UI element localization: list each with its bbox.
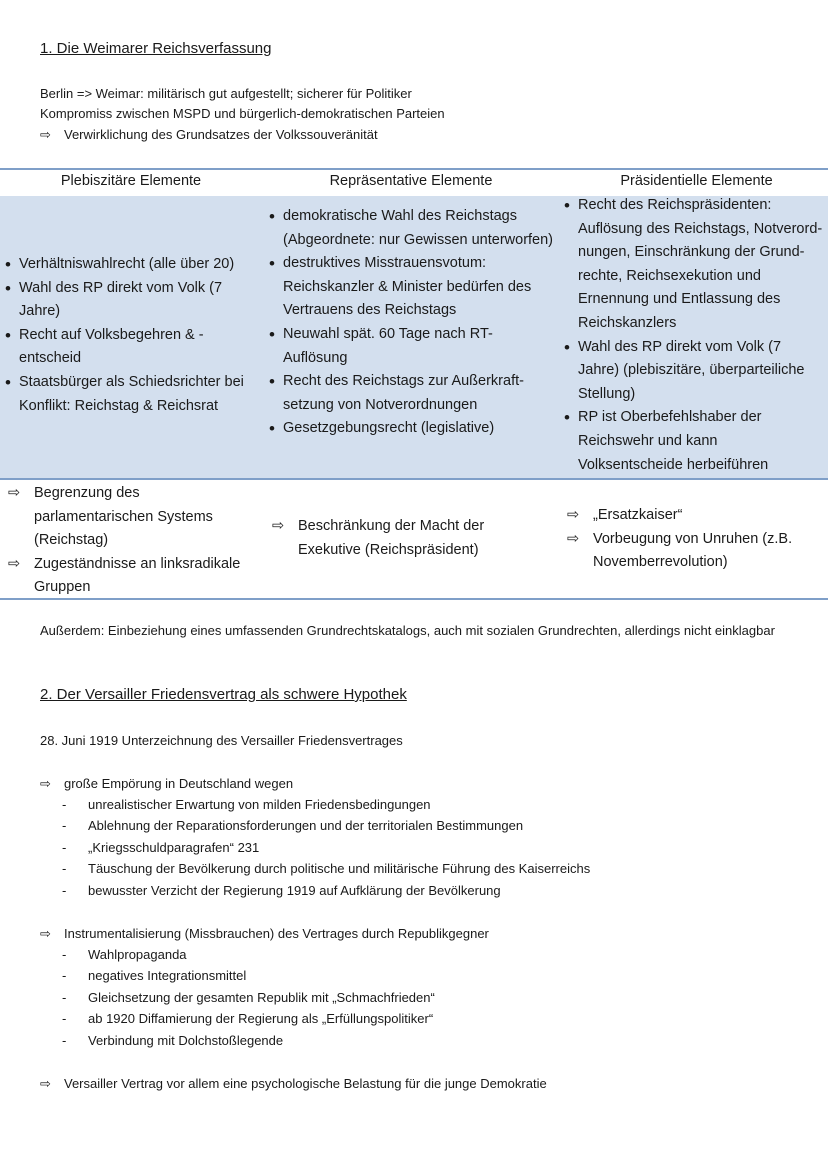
section-2-title: 2. Der Versailler Friedensvertrag als schwere Hypothek [40,686,407,703]
list-item: • Wahl des RP direkt vom Volk (7 Jahre) [8,277,258,324]
arrow-icon: ⇨ [272,518,285,534]
column-presidential [567,194,825,477]
header-representative: Repräsentative Elemente [329,173,493,189]
list-item: - ab 1920 Diffamierung der Regierung als „Erfüllungspolitiker“ [62,1008,435,1029]
outrage-list [62,794,590,901]
header-presidential: Präsidentielle Elemente [620,173,773,189]
table-consequence-row [0,478,828,600]
arrow-icon: ⇨ [40,1076,51,1091]
list-item: • Recht des Reichstags zur Außerkraft-setzung von Notverordnungen [272,370,557,417]
consequence-plebiscitary [8,482,253,600]
instrumentalization-list [62,944,435,1051]
list-item: • Recht des Reichspräsidenten: Auflösung des Reichstags, Notverord-nungen, Einschränkung der Grund-rechte, Reichsexekution und Ernennung und Entlassung des Reichskanzlers [567,194,825,336]
list-item: - „Kriegsschuldparagrafen“ 231 [62,837,590,858]
list-item: • Wahl des RP direkt vom Volk (7 Jahre) (plebiszitäre, überparteiliche Stellung) [567,336,825,407]
extra-note: Außerdem: Einbeziehung eines umfassenden Grundrechtskatalogs, auch mit sozialen Grundrechten, allerdings nicht einklagbar [40,623,775,638]
consequence-item: ⇨ Begrenzung des parlamentarischen Systems (Reichstag) [8,482,253,553]
arrow-icon: ⇨ [567,507,580,523]
consequence-item: ⇨ „Ersatzkaiser“ [567,504,807,528]
list-item: - Täuschung der Bevölkerung durch politische und militärische Führung des Kaiserreichs [62,858,590,879]
list-item: • Verhältniswahlrecht (alle über 20) [8,253,258,277]
arrow-icon: ⇨ [40,776,51,791]
list-item: - Ablehnung der Reparationsforderungen und der territorialen Bestimmungen [62,815,590,836]
column-representative [272,205,557,441]
treaty-date-line: 28. Juni 1919 Unterzeichnung des Versailler Friedensvertrages [40,733,403,748]
list-item: • RP ist Oberbefehlshaber der Reichswehr und kann Volksentscheide herbeiführen [567,406,825,477]
consequence-item: ⇨ Vorbeugung von Unruhen (z.B. Novemberrevolution) [567,528,807,575]
intro-arrow-text: Verwirklichung des Grundsatzes der Volkssouveränität [64,127,378,142]
arrow-icon: ⇨ [8,485,21,501]
list-item: • Gesetzgebungsrecht (legislative) [272,417,557,441]
list-item: - Verbindung mit Dolchstoßlegende [62,1030,435,1051]
list-item: • destruktives Misstrauensvotum: Reichskanzler & Minister bedürfen des Vertrauens des Reichstags [272,252,557,323]
section-1-title: 1. Die Weimarer Reichsverfassung [40,40,272,57]
consequence-representative [272,515,512,562]
intro-arrow-line [40,124,378,145]
header-plebiscitary: Plebiszitäre Elemente [60,173,202,189]
list-item: - Gleichsetzung der gesamten Republik mit „Schmachfrieden“ [62,987,435,1008]
list-item: • Staatsbürger als Schiedsrichter bei Konflikt: Reichstag & Reichsrat [8,371,258,418]
arrow-icon: ⇨ [8,555,21,572]
list-item: - bewusster Verzicht der Regierung 1919 auf Aufklärung der Bevölkerung [62,880,590,901]
outrage-heading: ⇨ große Empörung in Deutschland wegen [40,773,293,794]
consequence-item: ⇨ Beschränkung der Macht der Exekutive (Reichspräsident) [272,515,512,562]
column-plebiscitary [8,253,258,418]
arrow-icon: ⇨ [567,530,580,547]
consequence-presidential [567,504,807,575]
arrow-icon: ⇨ [40,926,51,941]
table-body-row [0,196,828,478]
list-item: • demokratische Wahl des Reichstags (Abgeordnete: nur Gewissen unterworfen) [272,205,557,252]
instrumentalization-heading: ⇨ Instrumentalisierung (Missbrauchen) des Vertrages durch Republikgegner [40,923,489,944]
consequence-item: ⇨ Zugeständnisse an linksradikale Gruppen [8,553,253,600]
arrow-icon: ⇨ [40,127,51,142]
list-item: • Neuwahl spät. 60 Tage nach RT-Auflösung [272,323,557,370]
intro-line-2: Kompromiss zwischen MSPD und bürgerlich-demokratischen Parteien [40,106,445,121]
list-item: - negatives Integrationsmittel [62,965,435,986]
list-item: - Wahlpropaganda [62,944,435,965]
list-item: - unrealistischer Erwartung von milden Friedensbedingungen [62,794,590,815]
list-item: • Recht auf Volksbegehren & -entscheid [8,324,258,371]
intro-line-1: Berlin => Weimar: militärisch gut aufgestellt; sicherer für Politiker [40,86,412,101]
conclusion-line: ⇨ Versailler Vertrag vor allem eine psychologische Belastung für die junge Demokratie [40,1073,547,1094]
